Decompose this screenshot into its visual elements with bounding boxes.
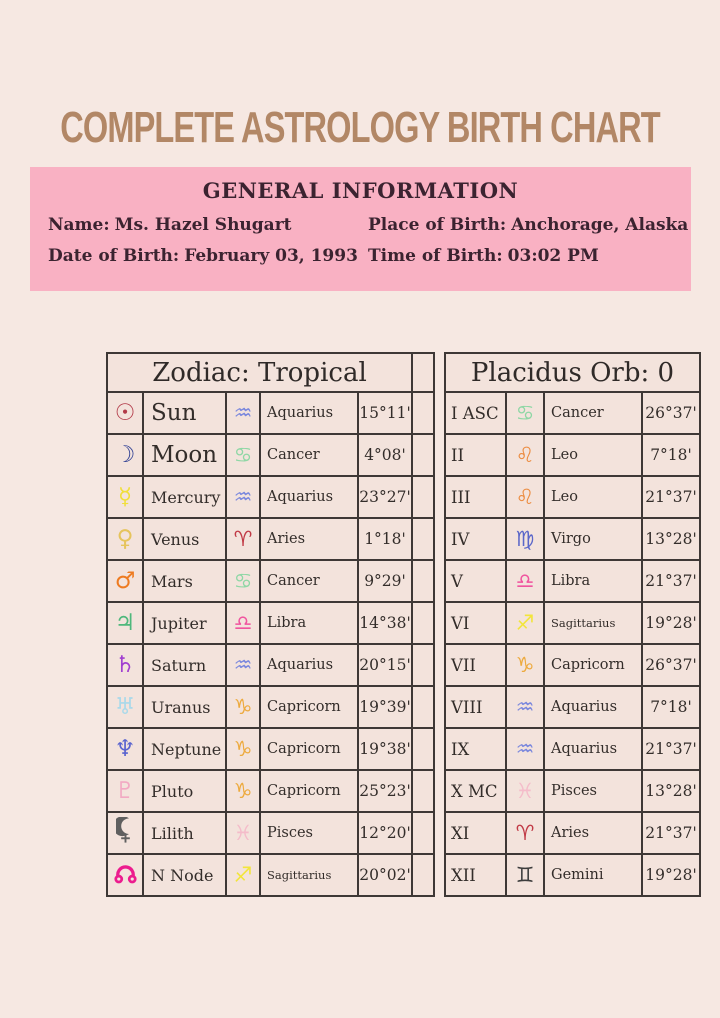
- aries-icon: ♈: [515, 821, 535, 845]
- sign-icon-cell: [226, 476, 260, 518]
- sun-icon: ☉: [114, 400, 136, 426]
- sign-icon-cell: [226, 812, 260, 854]
- sign-name-cell: Pisces: [544, 770, 642, 812]
- degree-cell: 19°28': [642, 854, 700, 896]
- mercury-icon: ☿: [117, 484, 133, 510]
- sign-name-cell: Capricorn: [260, 686, 358, 728]
- aries-icon: ♈: [233, 527, 253, 551]
- zodiac-table-row: [107, 770, 434, 812]
- sign-icon-cell: [506, 518, 544, 560]
- degree-cell: 25°23': [358, 770, 412, 812]
- houses-table-row: [445, 518, 700, 560]
- degree-cell: 21°37': [642, 560, 700, 602]
- aquarius-icon: ♒: [233, 401, 253, 425]
- house-label-cell: VII: [445, 644, 506, 686]
- general-information-heading: GENERAL INFORMATION: [202, 178, 519, 203]
- planet-icon-cell: [107, 434, 143, 476]
- sign-name-cell: Leo: [544, 476, 642, 518]
- planet-icon-cell: [107, 770, 143, 812]
- capricorn-icon: ♑: [233, 737, 253, 761]
- sign-name-cell: Cancer: [260, 434, 358, 476]
- name-label: Name:: [48, 215, 110, 235]
- place-of-birth-value: Anchorage, Alaska: [511, 215, 689, 235]
- degree-cell: 21°37': [642, 476, 700, 518]
- time-of-birth-value: 03:02 PM: [507, 246, 599, 266]
- houses-table-row: [445, 560, 700, 602]
- nnode-icon: [113, 860, 138, 885]
- zodiac-table-row: [107, 686, 434, 728]
- planet-icon-cell: [107, 686, 143, 728]
- planet-icon-cell: [107, 560, 143, 602]
- sign-icon-cell: [226, 602, 260, 644]
- aquarius-icon: ♒: [233, 485, 253, 509]
- sign-name-cell: Aquarius: [260, 392, 358, 434]
- pisces-icon: ♓: [233, 821, 253, 845]
- zodiac-table-row: [107, 644, 434, 686]
- gemini-icon: ♊: [515, 863, 535, 887]
- neptune-icon: ♆: [114, 736, 136, 762]
- planet-name-cell: Moon: [143, 434, 226, 476]
- planet-icon-cell: [107, 644, 143, 686]
- degree-cell: 13°28': [642, 770, 700, 812]
- houses-table-body: [445, 392, 700, 896]
- spacer-cell: [412, 854, 434, 896]
- sign-name-cell: Libra: [544, 560, 642, 602]
- zodiac-table-header-row: [107, 353, 434, 392]
- houses-table-row: [445, 728, 700, 770]
- sign-icon-cell: [506, 686, 544, 728]
- planet-icon-cell: [107, 812, 143, 854]
- sign-icon-cell: [226, 434, 260, 476]
- houses-table-row: [445, 602, 700, 644]
- planet-icon-cell: [107, 728, 143, 770]
- name-value: Ms. Hazel Shugart: [114, 215, 292, 235]
- planet-icon-cell: [107, 392, 143, 434]
- degree-cell: 20°15': [358, 644, 412, 686]
- jupiter-icon: ♃: [114, 610, 136, 636]
- degree-cell: 20°02': [358, 854, 412, 896]
- pluto-icon: ♇: [114, 778, 136, 804]
- planet-icon-cell: [107, 476, 143, 518]
- sign-icon-cell: [506, 392, 544, 434]
- cancer-icon: ♋: [233, 569, 253, 593]
- house-label-cell: IX: [445, 728, 506, 770]
- houses-table-header-row: [445, 353, 700, 392]
- houses-table: [444, 352, 701, 897]
- info-field-name: [48, 215, 368, 235]
- leo-icon: ♌: [515, 443, 535, 467]
- degree-cell: 7°18': [642, 686, 700, 728]
- sign-icon-cell: [226, 518, 260, 560]
- sign-icon-cell: [226, 728, 260, 770]
- sign-name-cell: Aquarius: [544, 686, 642, 728]
- sign-name-cell: Cancer: [544, 392, 642, 434]
- info-field-time-of-birth: [368, 246, 688, 266]
- degree-cell: 1°18': [358, 518, 412, 560]
- planet-name-cell: Neptune: [143, 728, 226, 770]
- spacer-cell: [412, 812, 434, 854]
- zodiac-table-row: [107, 392, 434, 434]
- sign-icon-cell: [226, 392, 260, 434]
- sign-name-cell: Aries: [260, 518, 358, 560]
- date-of-birth-value: February 03, 1993: [184, 246, 358, 266]
- house-label-cell: X MC: [445, 770, 506, 812]
- general-information-fields: [30, 203, 691, 266]
- houses-table-row: [445, 434, 700, 476]
- degree-cell: 13°28': [642, 518, 700, 560]
- libra-icon: ♎: [515, 569, 535, 593]
- zodiac-table-row: [107, 728, 434, 770]
- houses-table-row: [445, 686, 700, 728]
- page-title: COMPLETE ASTROLOGY BIRTH CHART: [60, 103, 660, 152]
- degree-cell: 7°18': [642, 434, 700, 476]
- aquarius-icon: ♒: [515, 737, 535, 761]
- sign-name-cell: Capricorn: [260, 770, 358, 812]
- info-field-date-of-birth: [48, 246, 368, 266]
- spacer-cell: [412, 686, 434, 728]
- degree-cell: 23°27': [358, 476, 412, 518]
- sign-icon-cell: [506, 434, 544, 476]
- sign-icon-cell: [226, 644, 260, 686]
- sign-name-cell: Cancer: [260, 560, 358, 602]
- house-label-cell: I ASC: [445, 392, 506, 434]
- sign-icon-cell: [506, 560, 544, 602]
- zodiac-table-row: [107, 602, 434, 644]
- chart-tables: [106, 352, 701, 897]
- spacer-cell: [412, 560, 434, 602]
- spacer-cell: [412, 476, 434, 518]
- aquarius-icon: ♒: [515, 695, 535, 719]
- mars-icon: ♂: [114, 568, 136, 594]
- planet-name-cell: Venus: [143, 518, 226, 560]
- zodiac-table-row: [107, 854, 434, 896]
- zodiac-table-header: Zodiac: Tropical: [107, 353, 412, 392]
- sign-name-cell: Sagittarius: [544, 602, 642, 644]
- degree-cell: 21°37': [642, 728, 700, 770]
- sign-icon-cell: [506, 854, 544, 896]
- cancer-icon: ♋: [515, 401, 535, 425]
- house-label-cell: II: [445, 434, 506, 476]
- sign-name-cell: Aquarius: [544, 728, 642, 770]
- planet-name-cell: Pluto: [143, 770, 226, 812]
- sign-icon-cell: [506, 728, 544, 770]
- sagittarius-icon: ♐: [515, 611, 535, 635]
- spacer-cell: [412, 644, 434, 686]
- degree-cell: 9°29': [358, 560, 412, 602]
- capricorn-icon: ♑: [515, 653, 535, 677]
- uranus-icon: ♅: [114, 694, 136, 720]
- sign-name-cell: Aries: [544, 812, 642, 854]
- house-label-cell: V: [445, 560, 506, 602]
- spacer-cell: [412, 602, 434, 644]
- zodiac-table: [106, 352, 435, 897]
- pisces-icon: ♓: [515, 779, 535, 803]
- planet-name-cell: N Node: [143, 854, 226, 896]
- spacer-cell: [412, 770, 434, 812]
- zodiac-table-row: [107, 812, 434, 854]
- sign-name-cell: Libra: [260, 602, 358, 644]
- house-label-cell: VI: [445, 602, 506, 644]
- houses-table-row: [445, 476, 700, 518]
- sign-name-cell: Virgo: [544, 518, 642, 560]
- virgo-icon: ♍: [515, 527, 535, 551]
- info-field-place-of-birth: [368, 215, 688, 235]
- sign-name-cell: Aquarius: [260, 644, 358, 686]
- degree-cell: 21°37': [642, 812, 700, 854]
- houses-table-header: Placidus Orb: 0: [445, 353, 700, 392]
- planet-name-cell: Saturn: [143, 644, 226, 686]
- planet-icon-cell: [107, 518, 143, 560]
- sign-name-cell: Leo: [544, 434, 642, 476]
- zodiac-table-row: [107, 476, 434, 518]
- degree-cell: 12°20': [358, 812, 412, 854]
- moon-icon: ☽: [114, 442, 136, 468]
- planet-name-cell: Jupiter: [143, 602, 226, 644]
- sign-icon-cell: [506, 644, 544, 686]
- degree-cell: 19°28': [642, 602, 700, 644]
- sign-icon-cell: [226, 770, 260, 812]
- house-label-cell: III: [445, 476, 506, 518]
- sign-icon-cell: [226, 854, 260, 896]
- sign-name-cell: Capricorn: [544, 644, 642, 686]
- degree-cell: 4°08': [358, 434, 412, 476]
- degree-cell: 19°38': [358, 728, 412, 770]
- time-of-birth-label: Time of Birth:: [368, 246, 503, 266]
- houses-table-row: [445, 854, 700, 896]
- spacer-cell: [412, 434, 434, 476]
- house-label-cell: VIII: [445, 686, 506, 728]
- lilith-icon: [116, 817, 135, 844]
- sign-icon-cell: [226, 560, 260, 602]
- degree-cell: 26°37': [642, 644, 700, 686]
- zodiac-table-row: [107, 560, 434, 602]
- house-label-cell: XI: [445, 812, 506, 854]
- planet-icon-cell: [107, 854, 143, 896]
- zodiac-table-body: [107, 392, 434, 896]
- planet-name-cell: Lilith: [143, 812, 226, 854]
- sign-icon-cell: [506, 770, 544, 812]
- aquarius-icon: ♒: [233, 653, 253, 677]
- sign-name-cell: Gemini: [544, 854, 642, 896]
- houses-table-row: [445, 812, 700, 854]
- houses-table-row: [445, 392, 700, 434]
- sign-icon-cell: [506, 602, 544, 644]
- venus-icon: ♀: [116, 526, 134, 552]
- spacer-cell: [412, 518, 434, 560]
- date-of-birth-label: Date of Birth:: [48, 246, 180, 266]
- zodiac-table-row: [107, 434, 434, 476]
- sign-name-cell: Sagittarius: [260, 854, 358, 896]
- degree-cell: 14°38': [358, 602, 412, 644]
- zodiac-table-row: [107, 518, 434, 560]
- house-label-cell: XII: [445, 854, 506, 896]
- sign-name-cell: Aquarius: [260, 476, 358, 518]
- planet-name-cell: Mars: [143, 560, 226, 602]
- leo-icon: ♌: [515, 485, 535, 509]
- spacer-cell: [412, 392, 434, 434]
- spacer-cell: [412, 728, 434, 770]
- houses-table-row: [445, 644, 700, 686]
- sign-name-cell: Capricorn: [260, 728, 358, 770]
- degree-cell: 26°37': [642, 392, 700, 434]
- planet-name-cell: Mercury: [143, 476, 226, 518]
- saturn-icon: ♄: [114, 652, 136, 678]
- degree-cell: 15°11': [358, 392, 412, 434]
- planet-name-cell: Uranus: [143, 686, 226, 728]
- sign-icon-cell: [226, 686, 260, 728]
- houses-table-row: [445, 770, 700, 812]
- place-of-birth-label: Place of Birth:: [368, 215, 507, 235]
- sagittarius-icon: ♐: [233, 863, 253, 887]
- zodiac-table-header-spacer: [412, 353, 434, 392]
- sign-icon-cell: [506, 812, 544, 854]
- planet-name-cell: Sun: [143, 392, 226, 434]
- sign-name-cell: Pisces: [260, 812, 358, 854]
- general-information-panel: [30, 167, 691, 291]
- house-label-cell: IV: [445, 518, 506, 560]
- degree-cell: 19°39': [358, 686, 412, 728]
- sign-icon-cell: [506, 476, 544, 518]
- cancer-icon: ♋: [233, 443, 253, 467]
- libra-icon: ♎: [233, 611, 253, 635]
- planet-icon-cell: [107, 602, 143, 644]
- capricorn-icon: ♑: [233, 779, 253, 803]
- capricorn-icon: ♑: [233, 695, 253, 719]
